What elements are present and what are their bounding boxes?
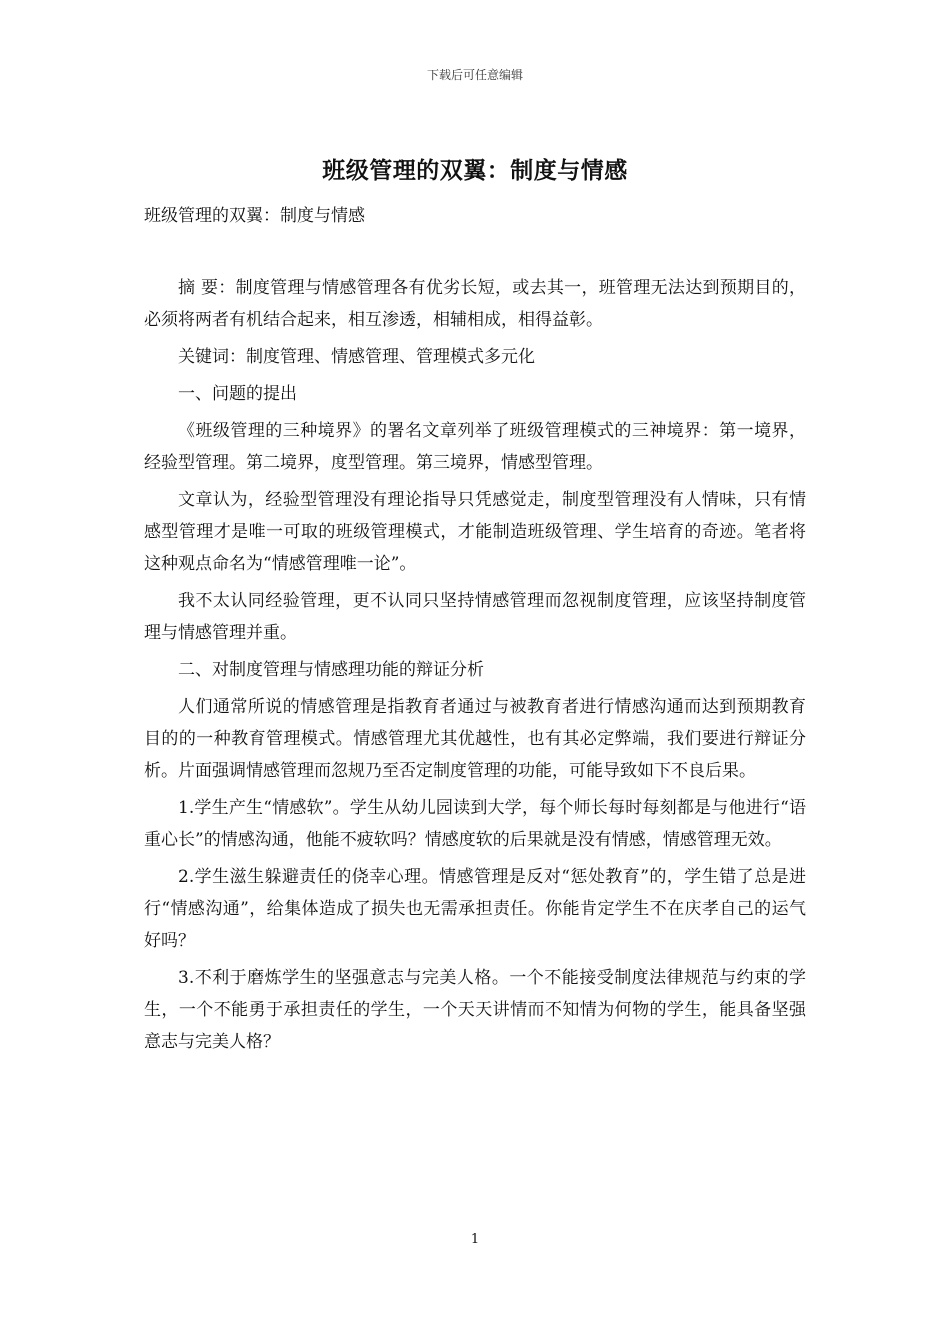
body-paragraph: 我不太认同经验管理，更不认同只坚持情感管理而忽视制度管理，应该坚持制度管理与情感管理并重。 bbox=[144, 591, 806, 643]
abstract-paragraph: 摘 要：制度管理与情感管理各有优劣长短，或去其一，班管理无法达到预期目的，必须将两者有机结合起来，相互渗透，相辅相成，相得益彰。 bbox=[144, 278, 806, 330]
list-item-1: 1.学生产生“情感软”。学生从幼儿园读到大学，每个师长每时每刻都是与他进行“语重心长”的情感沟通，他能不疲软吗？情感度软的后果就是没有情感，情感管理无效。 bbox=[144, 798, 806, 850]
list-item-3: 3.不利于磨炼学生的坚强意志与完美人格。一个不能接受制度法律规范与约束的学生，一个不能勇于承担责任的学生，一个天天讲情而不知情为何物的学生，能具备坚强意志与完美人格？ bbox=[144, 968, 806, 1052]
body-paragraph: 人们通常所说的情感管理是指教育者通过与被教育者进行情感沟通而达到预期教育目的的一种教育管理模式。情感管理尤其优越性，也有其必定弊端，我们要进行辩证分析。片面强调情感管理而忽规乃至否定制度管理的功能，可能导致如下不良后果。 bbox=[144, 697, 806, 781]
document-title: 班级管理的双翼：制度与情感 bbox=[322, 157, 628, 184]
body-paragraph: 《班级管理的三种境界》的署名文章列举了班级管理模式的三神境界：第一境界，经验型管理。第二境界，度型管理。第三境界，情感型管理。 bbox=[144, 421, 806, 473]
list-item-2: 2.学生滋生躲避责任的侥幸心理。情感管理是反对“惩处教育”的，学生错了总是进行“情感沟通”，给集体造成了损失也无需承担责任。你能肯定学生不在庆孝自己的运气好吗？ bbox=[144, 867, 806, 951]
document-subtitle: 班级管理的双翼：制度与情感 bbox=[144, 206, 365, 226]
section-heading-1: 一、问题的提出 bbox=[178, 384, 297, 404]
keywords-paragraph: 关键词：制度管理、情感管理、管理模式多元化 bbox=[178, 347, 535, 367]
header-note: 下载后可任意编辑 bbox=[426, 68, 523, 82]
section-heading-2: 二、对制度管理与情感理功能的辩证分析 bbox=[178, 660, 484, 680]
body-paragraph: 文章认为，经验型管理没有理论指导只凭感觉走，制度型管理没有人情味，只有情感型管理才是唯一可取的班级管理模式，才能制造班级管理、学生培育的奇迹。笔者将这种观点命名为“情感管理唯一论”。 bbox=[144, 490, 806, 574]
page-number: 1 bbox=[470, 1232, 480, 1247]
document-body bbox=[144, 272, 806, 1058]
